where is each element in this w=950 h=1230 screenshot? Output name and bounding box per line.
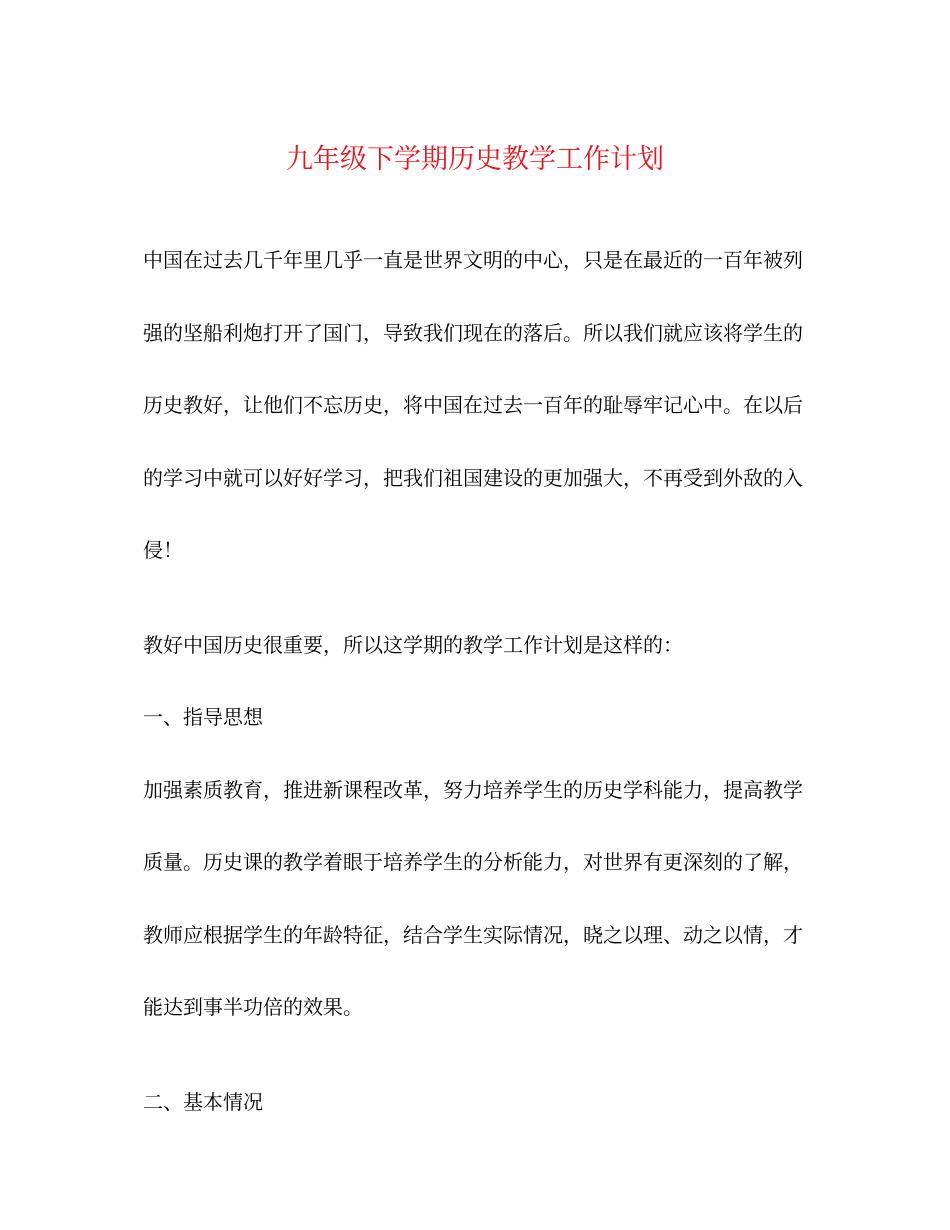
document-body	[143, 224, 803, 1138]
document-title: 九年级下学期历史教学工作计划	[286, 144, 664, 175]
section-heading-basic-situation: 二、基本情况	[143, 1089, 263, 1114]
plan-intro-paragraph: 教好中国历史很重要，所以这学期的教学工作计划是这样的：	[143, 632, 683, 657]
guiding-thought-paragraph: 加强素质教育，推进新课程改革，努力培养学生的历史学科能力，提高教学质量。历史课的教学着眼于培养学生的分析能力，对世界有更深刻的了解，教师应根据学生的年龄特征，结合学生实际情况，晓之以理、动之以情，才能达到事半功倍的效果。	[143, 777, 803, 1019]
intro-paragraph: 中国在过去几千年里几乎一直是世界文明的中心，只是在最近的一百年被列强的坚船利炮打开了国门，导致我们现在的落后。所以我们就应该将学生的历史教好，让他们不忘历史，将中国在过去一百年的耻辱牢记心中。在以后的学习中就可以好好学习，把我们祖国建设的更加强大，不再受到外敌的入侵！	[143, 248, 803, 562]
section-heading-guiding-thought: 一、指导思想	[143, 705, 263, 729]
